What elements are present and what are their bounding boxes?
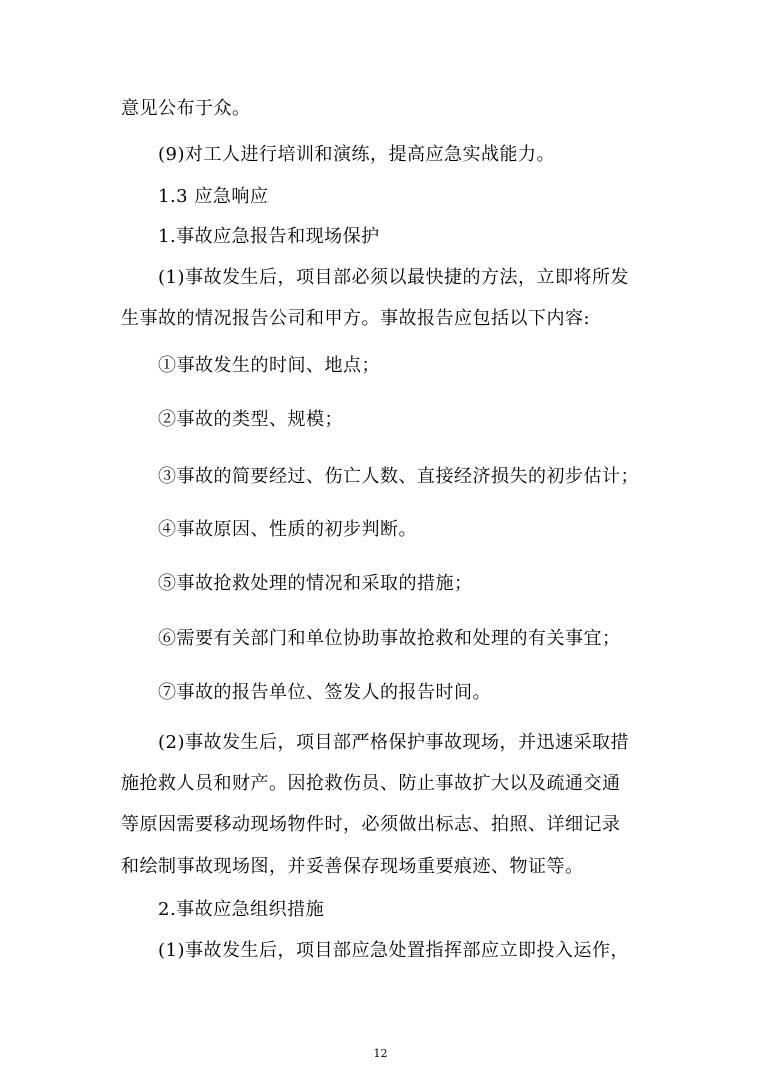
text-line: (1)事故发生后，项目部必须以最快捷的方法，立即将所发	[158, 267, 629, 288]
text-line: 意见公布于众。	[121, 98, 251, 119]
list-item: ⑤事故抢救处理的情况和采取的措施；	[158, 573, 473, 594]
text-line: (1)事故发生后，项目部应急处置指挥部应立即投入运作，	[158, 940, 629, 961]
text-line: 生事故的情况报告公司和甲方。事故报告应包括以下内容:	[121, 308, 591, 329]
list-item: ③事故的简要经过、伤亡人数、直接经济损失的初步估计；	[158, 466, 639, 487]
section-heading: 1.3 应急响应	[158, 186, 269, 207]
list-item: ⑦事故的报告单位、签发人的报告时间。	[158, 682, 491, 703]
page-number: 12	[373, 1047, 388, 1060]
text-line: 施抢救人员和财产。因抢救伤员、防止事故扩大以及疏通交通	[121, 773, 621, 794]
subsection-heading: 2.事故应急组织措施	[158, 899, 325, 920]
text-line: (9)对工人进行培训和演练，提高应急实战能力。	[158, 144, 555, 165]
text-line: (2)事故发生后，项目部严格保护事故现场，并迅速采取措	[158, 732, 629, 753]
list-item: ④事故原因、性质的初步判断。	[158, 519, 417, 540]
list-item: ⑥需要有关部门和单位协助事故抢救和处理的有关事宜；	[158, 628, 621, 649]
list-item: ①事故发生的时间、地点；	[158, 355, 380, 376]
subsection-heading: 1.事故应急报告和现场保护	[158, 226, 380, 247]
list-item: ②事故的类型、规模；	[158, 409, 343, 430]
text-line: 等原因需要移动现场物件时，必须做出标志、拍照、详细记录	[121, 814, 621, 835]
text-line: 和绘制事故现场图，并妥善保存现场重要痕迹、物证等。	[121, 856, 584, 877]
